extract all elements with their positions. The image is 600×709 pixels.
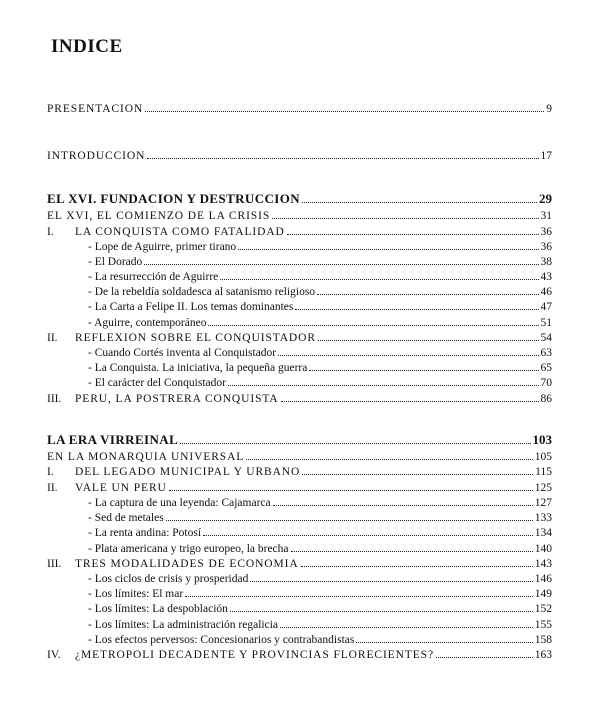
toc-entry-page-number: 63 [540,347,552,359]
toc-entry-page-number: 36 [540,241,552,253]
toc-entry-page-number: 134 [534,527,552,539]
toc-entry-page-number: 155 [534,619,552,631]
toc-entry-label: DEL LEGADO MUNICIPAL Y URBANO [75,466,301,478]
dot-leader [250,580,532,582]
toc-entry-label: INTRODUCCION [47,150,146,162]
toc-entry-label: - La resurrección de Aguirre [88,271,219,283]
toc-entry-page-number: 51 [540,317,552,329]
toc-entry-number: III. [47,558,62,570]
dot-leader [302,473,533,475]
toc-entry-label: - Lope de Aguirre, primer tirano [88,241,237,253]
toc-entry-label: EL XVI. FUNDACION Y DESTRUCCION [47,191,301,206]
toc-entry-page-number: 115 [535,466,552,478]
toc-entry[interactable] [47,331,552,345]
dot-leader [291,550,533,552]
toc-entry-page-number: 105 [534,451,552,463]
toc-entry[interactable] [88,346,552,360]
toc-entry-label: - Plata americana y trigo europeo, la brecha [88,543,289,555]
toc-entry-label: LA ERA VIRREINAL [47,432,179,447]
dot-leader [302,201,537,203]
toc-entry[interactable] [47,450,552,464]
toc-entry-label: - Los límites: La administración regalicia [88,619,279,631]
toc-entry[interactable] [47,465,552,479]
toc-entry-label: - La Conquista. La iniciativa, la pequeña guerra [88,362,308,374]
toc-entry-page-number: 29 [539,191,552,206]
dot-leader [230,610,533,612]
toc-entry-page-number: 17 [540,150,552,162]
toc-entry-label: - Los ciclos de crisis y prosperidad [88,573,249,585]
toc-entry-label: - Los límites: El mar [88,588,184,600]
dot-leader [169,489,533,491]
toc-entry-page-number: 140 [534,543,552,555]
toc-entry-page-number: 125 [534,482,552,494]
toc-entry-number: II. [47,482,58,494]
toc-entry[interactable] [47,209,552,223]
toc-entry-page-number: 103 [532,432,552,447]
toc-entry-label: - Sed de metales [88,512,164,524]
toc-entry-page-number: 163 [534,649,552,661]
toc-entry[interactable] [88,240,552,254]
toc-entry[interactable] [88,300,552,314]
dot-leader [280,626,533,628]
toc-entry[interactable] [88,361,552,375]
toc-entry[interactable] [88,618,552,632]
toc-entry-page-number: 158 [534,634,552,646]
toc-entry-label: EL XVI, EL COMIENZO DE LA CRISIS [47,210,271,222]
toc-entry[interactable] [47,102,552,116]
toc-entry-page-number: 143 [534,558,552,570]
toc-entry-page-number: 86 [540,393,552,405]
toc-entry[interactable] [47,225,552,239]
dot-leader [278,354,538,356]
dot-leader [246,458,533,460]
dot-leader [287,233,539,235]
toc-entry-label: - La Carta a Felipe II. Los temas dominantes [88,301,294,313]
toc-entry[interactable] [47,392,552,406]
toc-entry-page-number: 54 [540,332,552,344]
toc-entry-page-number: 152 [534,603,552,615]
toc-entry-page-number: 149 [534,588,552,600]
toc-entry-label: LA CONQUISTA COMO FATALIDAD [75,226,285,238]
toc-entry-page-number: 36 [540,226,552,238]
toc-entry[interactable] [47,433,552,447]
dot-leader [228,384,539,386]
toc-entry-number: II. [47,332,58,344]
toc-entry-number: I. [47,466,54,478]
toc-entry[interactable] [88,633,552,647]
dot-leader [144,263,538,265]
dot-leader [220,278,538,280]
toc-entry-number: IV. [47,649,61,661]
dot-leader [309,369,538,371]
toc-entry-page-number: 46 [540,286,552,298]
toc-entry-page-number: 133 [534,512,552,524]
toc-entry-label: - El Dorado [88,256,143,268]
toc-entry-label: EN LA MONARQUIA UNIVERSAL [47,451,245,463]
toc-entry[interactable] [88,376,552,390]
toc-entry[interactable] [88,255,552,269]
toc-entry-label: - De la rebeldía soldadesca al satanismo religioso [88,286,316,298]
toc-entry[interactable] [88,542,552,556]
toc-entry-label: REFLEXION SOBRE EL CONQUISTADOR [75,332,316,344]
toc-entry[interactable] [88,526,552,540]
toc-entry-label: VALE UN PERU [75,482,167,494]
toc-entry-page-number: 38 [540,256,552,268]
toc-entry[interactable] [47,149,552,163]
toc-entry[interactable] [88,572,552,586]
toc-entry[interactable] [88,496,552,510]
toc-entry-label: - Cuando Cortés inventa al Conquistador [88,347,277,359]
toc-entry[interactable] [47,481,552,495]
dot-leader [185,595,533,597]
dot-leader [317,293,538,295]
dot-leader [208,324,538,326]
toc-entry-page-number: 47 [540,301,552,313]
toc-entry-page-number: 9 [546,103,552,115]
toc-entry-page-number: 127 [534,497,552,509]
toc-entry-page-number: 43 [540,271,552,283]
toc-entry-label: - El carácter del Conquistador [88,377,226,389]
toc-entry[interactable] [88,511,552,525]
dot-leader [272,217,538,219]
toc-entry-label: - Aguirre, contemporáneo [88,317,207,329]
toc-entry-label: - Los límites: La despoblación [88,603,228,615]
toc-entry-label: - La renta andina: Potosí [88,527,202,539]
dot-leader [318,339,539,341]
dot-leader [180,442,530,444]
dot-leader [203,534,533,536]
toc-entry-label: PRESENTACION [47,103,144,115]
toc-entry-number: III. [47,393,62,405]
dot-leader [147,157,538,159]
dot-leader [436,656,533,658]
toc-entry-page-number: 70 [540,377,552,389]
dot-leader [145,110,544,112]
toc-entry-label: PERU, LA POSTRERA CONQUISTA [75,393,279,405]
toc-entry-number: I. [47,226,54,238]
dot-leader [273,504,533,506]
toc-entry[interactable] [47,557,552,571]
toc-entry[interactable] [88,285,552,299]
toc-entry-label: - Los efectos perversos: Concesionarios y contrabandistas [88,634,355,646]
toc-entry[interactable] [88,316,552,330]
toc-entry[interactable] [88,587,552,601]
toc-entry[interactable] [47,192,552,206]
dot-leader [356,641,532,643]
toc-entry-page-number: 31 [540,210,552,222]
toc-entry-label: ¿METROPOLI DECADENTE Y PROVINCIAS FLORECIENTES? [75,649,434,661]
dot-leader [238,248,538,250]
toc-entry[interactable] [88,602,552,616]
page-title: INDICE [51,36,123,57]
toc-entry[interactable] [47,648,552,662]
dot-leader [281,400,539,402]
toc-entry-page-number: 146 [534,573,552,585]
dot-leader [166,519,533,521]
toc-entry-label: - La captura de una leyenda: Cajamarca [88,497,271,509]
dot-leader [301,565,533,567]
toc-entry-page-number: 65 [540,362,552,374]
toc-entry-label: TRES MODALIDADES DE ECONOMIA [75,558,299,570]
dot-leader [295,308,538,310]
toc-entry[interactable] [88,270,552,284]
